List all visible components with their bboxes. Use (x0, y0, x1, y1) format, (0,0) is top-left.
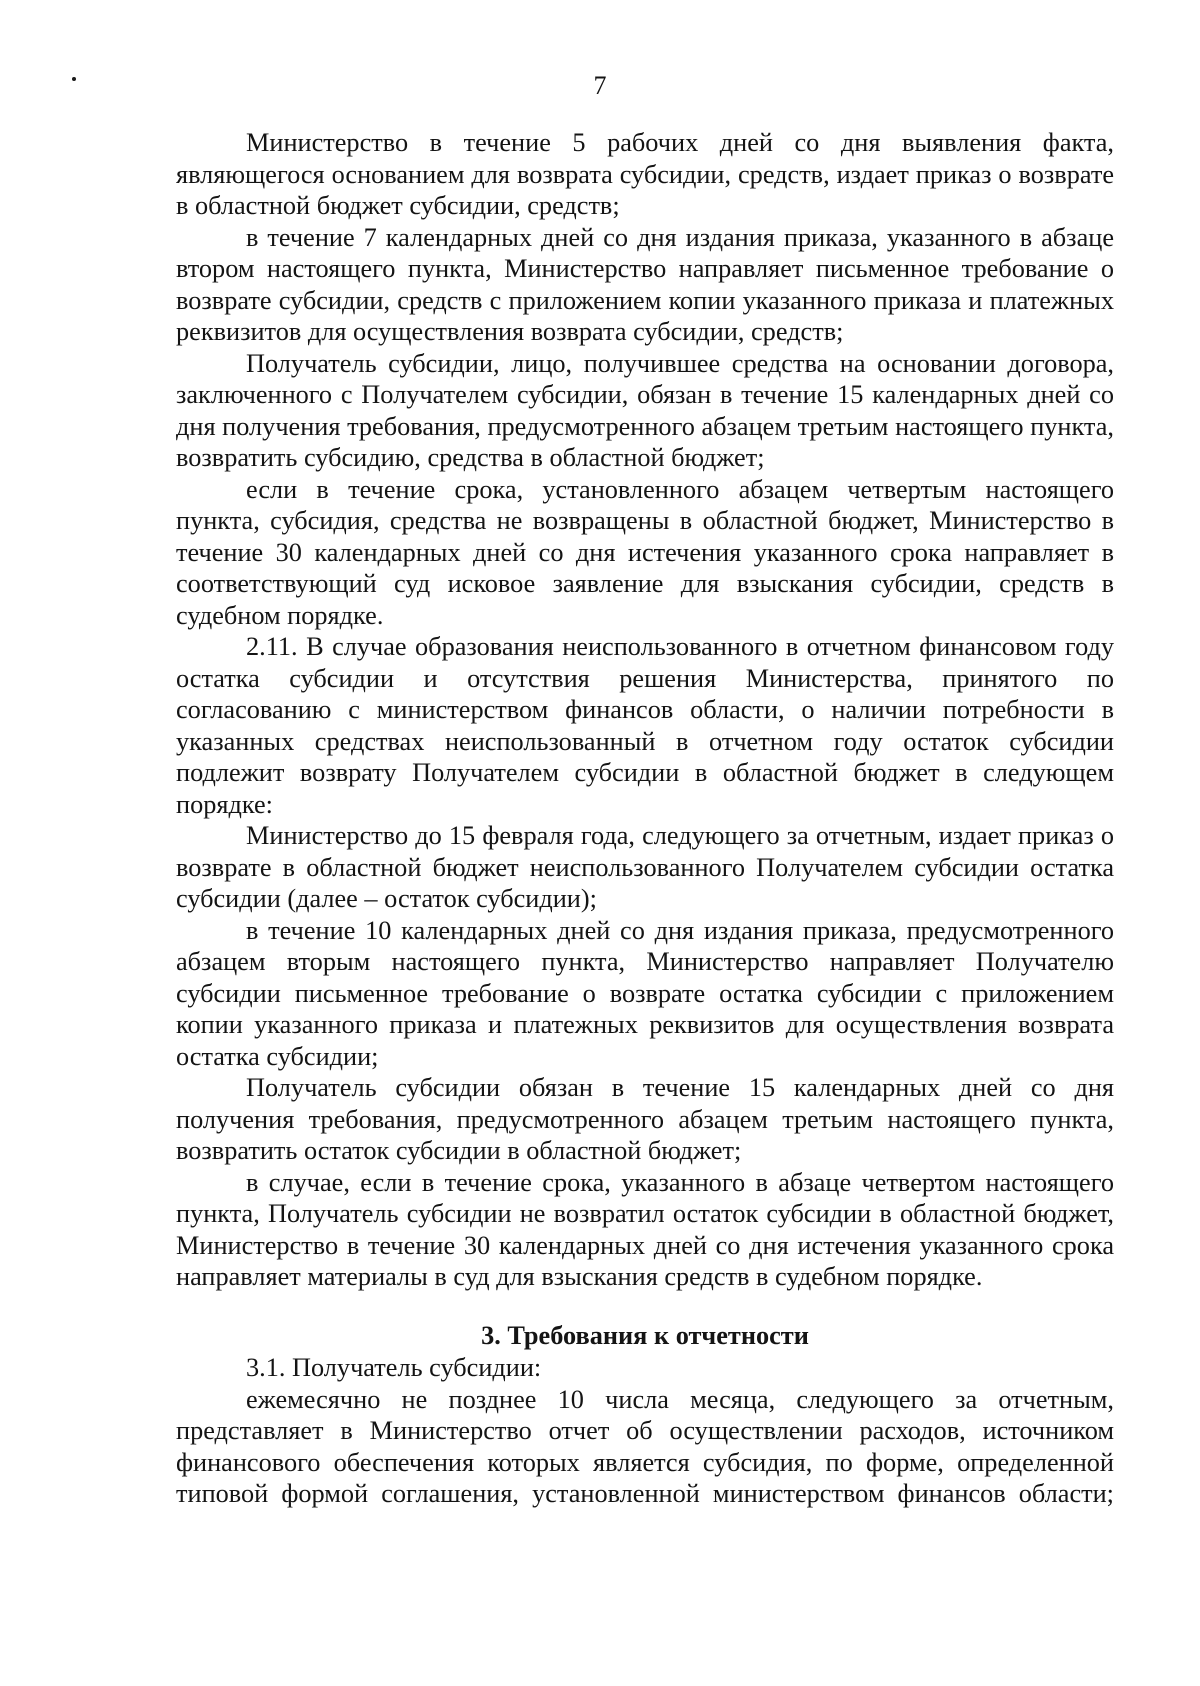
paragraph: в случае, если в течение срока, указанного в абзаце четвертом настоящего пункта, Получатель субсидии не возвратил остаток субсидии в областной бюджет, Министерство в течение 30 календарных дней со дня истечения указанного срока направляет материалы в суд для взыскания средств в судебном порядке. (176, 1167, 1114, 1291)
paragraph: Министерство до 15 февраля года, следующего за отчетным, издает приказ о возврате в областной бюджет неиспользованного Получателем субсидии остатка субсидии (далее – остаток субсидии); (176, 821, 1114, 913)
paragraph: Получатель субсидии обязан в течение 15 календарных дней со дня получения требования, предусмотренного абзацем третьим настоящего пункта, возвратить остаток субсидии в областной бюджет; (176, 1073, 1114, 1165)
paragraph: Получатель субсидии, лицо, получившее средства на основании договора, заключенного с Получателем субсидии, обязан в течение 15 календарных дней со дня получения требования, предусмотренного абзацем третьим настоящего пункта, возвратить субсидию, средства в областной бюджет; (176, 348, 1114, 472)
document-body (176, 127, 1114, 1510)
page-number: 7 (593, 71, 607, 100)
paragraph: 3.1. Получатель субсидии: (246, 1353, 542, 1382)
paragraph: ежемесячно не позднее 10 числа месяца, следующего за отчетным, представляет в Министерство отчет об осуществлении расходов, источником финансового обеспечения которых является субсидия, по форме, определенной типовой формой соглашения, установленной министерством финансов области; (176, 1384, 1114, 1508)
paragraph: 2.11. В случае образования неиспользованного в отчетном финансовом году остатка субсидии и отсутствия решения Министерства, принятого по согласованию с министерством финансов области, о наличии потребности в указанных средствах неиспользованный в отчетном году остаток субсидии подлежит возврату Получателем субсидии в областной бюджет в следующем порядке: (176, 632, 1114, 819)
paragraph: в течение 10 календарных дней со дня издания приказа, предусмотренного абзацем вторым настоящего пункта, Министерство направляет Получателю субсидии письменное требование о возврате остатка субсидии с приложением копии указанного приказа и платежных реквизитов для осуществления возврата остатка субсидии; (176, 915, 1114, 1071)
section-heading: 3. Требования к отчетности (481, 1320, 809, 1350)
paragraph: Министерство в течение 5 рабочих дней со дня выявления факта, являющегося основанием для возврата субсидии, средств, издает приказ о возврате в областной бюджет субсидии, средств; (176, 128, 1114, 220)
paragraph: в течение 7 календарных дней со дня издания приказа, указанного в абзаце втором настоящего пункта, Министерство направляет письменное требование о возврате субсидии, средств с приложением копии указанного приказа и платежных реквизитов для осуществления возврата субсидии, средств; (176, 222, 1114, 346)
paragraph: если в течение срока, установленного абзацем четвертым настоящего пункта, субсидия, средства не возвращены в областной бюджет, Министерство в течение 30 календарных дней со дня истечения указанного срока направляет в соответствующий суд исковое заявление для взыскания субсидии, средств в судебном порядке. (176, 474, 1114, 630)
